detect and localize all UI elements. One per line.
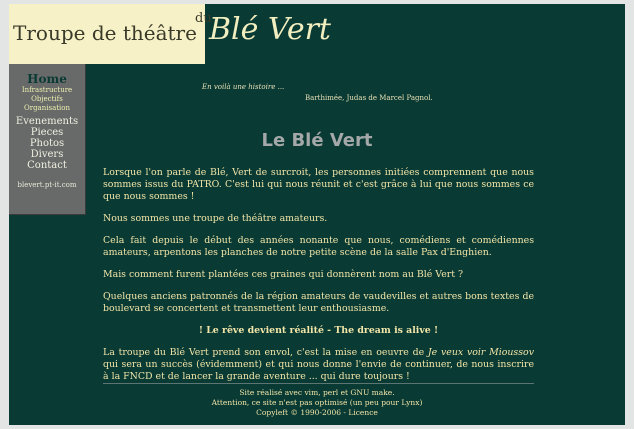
nav-pieces[interactable]: Pieces <box>30 127 64 138</box>
page-title: Le Blé Vert <box>261 130 373 151</box>
main-content <box>103 167 534 393</box>
paragraph-last-end: qui sera un succès (évidemment) et qui nous donne l'envie de continuer, de nous inscrire à la FNCD et de lancer la grande aventure ... qui dure toujours ! <box>103 359 534 382</box>
nav-objectifs[interactable]: Objectifs <box>31 95 63 103</box>
footer-divider <box>103 383 534 384</box>
site-logo[interactable] <box>9 4 212 64</box>
nav-home[interactable]: Home <box>27 72 67 86</box>
paragraph: Cela fait depuis le début des années nonante que nous, comédiens et comédiennes amateurs, arpentons les planches de notre petite scène de la salle Pax d'Enghien. <box>103 235 534 258</box>
play-title: Je veux voir Mioussov <box>427 347 534 358</box>
logo-du-text: du <box>195 11 212 26</box>
nav-photos[interactable]: Photos <box>29 138 65 149</box>
slogan: ! Le rêve devient réalité - The dream is alive ! <box>198 325 439 336</box>
paragraph: Lorsque l'on parle de Blé, Vert de surcroit, les personnes initiées comprennent que nous sommes issus du PATRO. C'est lui qui nous réunit et c'est grâce à lui que nous sommes ce que nous sommes ! <box>103 167 534 202</box>
logo-du <box>195 11 212 26</box>
quote-line: En voilà une histoire ... <box>202 83 285 91</box>
logo-ble-vert: Blé Vert <box>209 12 331 47</box>
paragraph: Quelques anciens patronnés de la région amateurs de vaudevilles et autres bons textes de boulevard se concertent et transmettent leur enthousiasme. <box>103 291 534 314</box>
nav-infrastructure[interactable]: Infrastructure <box>21 86 73 94</box>
footer <box>0 388 634 418</box>
paragraph: Nous sommes une troupe de théâtre amateurs. <box>103 213 328 224</box>
nav-divers[interactable]: Divers <box>30 149 64 160</box>
nav-contact[interactable]: Contact <box>27 160 67 171</box>
nav-evenements[interactable]: Evenements <box>15 116 79 127</box>
footer-line-tools: Site réalisé avec vim, perl et GNU make. <box>239 388 395 397</box>
quote-attribution: Barthimée, Judas de Marcel Pagnol. <box>305 94 433 102</box>
paragraph-last <box>103 347 534 383</box>
footer-line-copyleft[interactable]: Copyleft © 1990-2006 - Licence <box>256 408 378 417</box>
nav-email[interactable]: blevert.pt-it.com <box>17 181 77 189</box>
nav-organisation[interactable]: Organisation <box>23 104 71 112</box>
paragraph: Mais comment furent plantées ces graines qui donnèrent nom au Blé Vert ? <box>103 269 464 280</box>
footer-line-lynx: Attention, ce site n'est pas optimisé (un peu pour Lynx) <box>211 398 423 407</box>
paragraph-last-start: La troupe du Blé Vert prend son envol, c'est la mise en oeuvre de <box>103 347 428 358</box>
logo-text: Troupe de théâtre <box>13 21 197 45</box>
